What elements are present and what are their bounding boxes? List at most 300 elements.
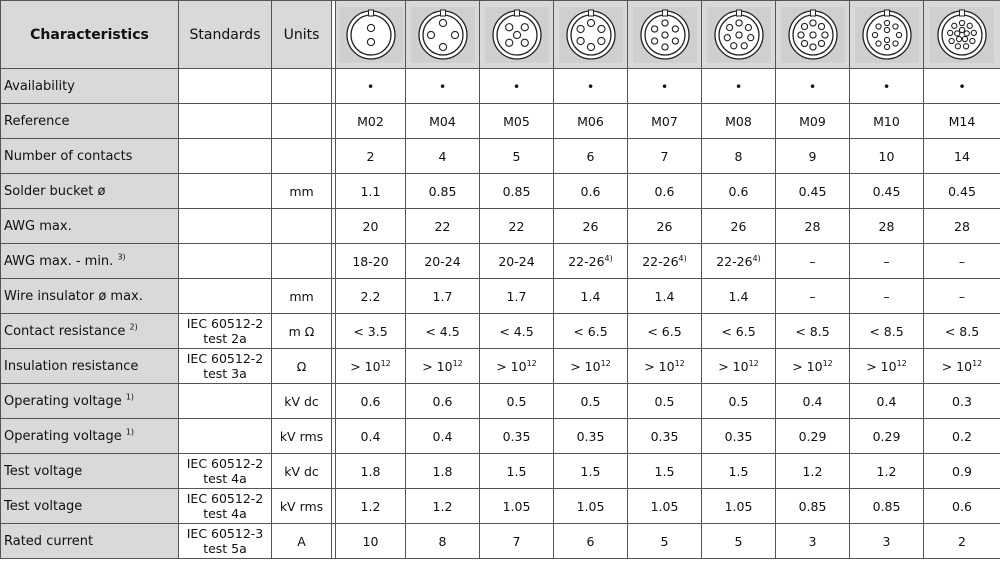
connector-face-icon [639, 9, 691, 61]
value-cell-m09 [776, 104, 850, 139]
value-text: 1.5 [654, 463, 675, 479]
value-text: 26 [730, 218, 747, 234]
value-text: – [883, 288, 890, 304]
value-text: 0.6 [432, 393, 453, 409]
row-unit: kV rms [272, 419, 332, 454]
value-cell-m02 [336, 209, 406, 244]
value-superscript: 12 [452, 358, 463, 368]
value-text: 0.6 [360, 393, 381, 409]
row-label [1, 454, 179, 489]
row-label-text: Operating voltage [4, 393, 122, 409]
value-text: 0.85 [502, 183, 531, 199]
connector-icon-box [411, 7, 475, 63]
value-text: – [809, 288, 816, 304]
row-standard [179, 139, 272, 174]
value-superscript: 12 [896, 358, 907, 368]
connector-icon-box [707, 7, 771, 63]
row-unit: Ω [272, 349, 332, 384]
value-text: 1.7 [506, 288, 527, 304]
value-text: 0.4 [802, 393, 823, 409]
value-cell-m10 [850, 244, 924, 279]
value-cell-m04 [406, 244, 480, 279]
value-cell-m08 [702, 139, 776, 174]
value-cell-m07 [628, 244, 702, 279]
value-cell-m14 [924, 139, 1000, 174]
table-row [1, 279, 1000, 314]
value-text: 0.45 [872, 183, 901, 199]
connector-icon-m08 [702, 1, 776, 69]
value-superscript: 12 [600, 358, 611, 368]
value-cell-m02 [336, 349, 406, 384]
value-cell-m02 [336, 244, 406, 279]
value-text: M02 [357, 113, 384, 129]
value-cell-m09 [776, 384, 850, 419]
connector-icon-m09 [776, 1, 850, 69]
value-text: • [512, 78, 521, 94]
row-unit: mm [272, 174, 332, 209]
value-cell-m10 [850, 174, 924, 209]
value-text: • [734, 78, 743, 94]
value-text: • [366, 78, 375, 94]
value-text: 0.6 [952, 498, 972, 514]
value-cell-m04 [406, 524, 480, 559]
value-cell-m14 [924, 174, 1000, 209]
value-cell-m08 [702, 279, 776, 314]
value-cell-m14 [924, 209, 1000, 244]
value-superscript: 4) [752, 253, 761, 263]
value-cell-m10 [850, 104, 924, 139]
value-cell-m05 [480, 104, 554, 139]
value-text: 1.4 [580, 288, 601, 304]
value-cell-m05 [480, 419, 554, 454]
connector-icon-box [855, 7, 919, 63]
value-text: 0.5 [506, 393, 527, 409]
value-cell-m05 [480, 314, 554, 349]
value-text: < 8.5 [869, 323, 904, 339]
table-row [1, 419, 1000, 454]
value-cell-m05 [480, 174, 554, 209]
value-text: M04 [429, 113, 456, 129]
value-cell-m07 [628, 69, 702, 104]
value-cell-m14 [924, 419, 1000, 454]
row-standard [179, 209, 272, 244]
value-cell-m02 [336, 419, 406, 454]
header-characteristics: Characteristics [1, 1, 179, 69]
row-unit: kV dc [272, 454, 332, 489]
value-text: 1.1 [360, 183, 381, 199]
value-text: • [660, 78, 669, 94]
value-text: < 4.5 [425, 323, 460, 339]
value-cell-m07 [628, 524, 702, 559]
value-cell-m14 [924, 244, 1000, 279]
connector-icon-m04 [406, 1, 480, 69]
value-text: • [586, 78, 595, 94]
value-text: < 4.5 [499, 323, 534, 339]
value-text: > 10 [941, 358, 973, 374]
row-standard [179, 419, 272, 454]
value-text: 28 [804, 218, 821, 234]
value-text: M06 [577, 113, 604, 129]
value-text: 28 [878, 218, 895, 234]
value-text: 1.5 [728, 463, 749, 479]
value-cell-m05 [480, 139, 554, 174]
value-cell-m10 [850, 524, 924, 559]
table-body [1, 69, 1000, 559]
value-cell-m14 [924, 489, 1000, 524]
value-superscript: 12 [526, 358, 537, 368]
value-text: 1.05 [576, 498, 605, 514]
value-text: 0.3 [952, 393, 972, 409]
value-cell-m08 [702, 69, 776, 104]
value-cell-m02 [336, 279, 406, 314]
value-text: M08 [725, 113, 752, 129]
value-text: 20 [362, 218, 379, 234]
connector-face-icon [713, 9, 765, 61]
value-text: 0.6 [654, 183, 675, 199]
row-unit: m Ω [272, 314, 332, 349]
value-cell-m02 [336, 139, 406, 174]
value-cell-m06 [554, 384, 628, 419]
value-text: 0.35 [502, 428, 531, 444]
value-superscript: 4) [678, 253, 687, 263]
value-cell-m04 [406, 174, 480, 209]
value-cell-m10 [850, 454, 924, 489]
footnote-marker: 3) [117, 252, 126, 262]
table-row [1, 384, 1000, 419]
value-cell-m10 [850, 314, 924, 349]
value-text: 6 [586, 533, 595, 549]
value-text: 22-26 [716, 253, 753, 269]
value-text: 0.45 [948, 183, 976, 199]
row-label [1, 209, 179, 244]
connector-face-icon [787, 9, 839, 61]
value-cell-m02 [336, 454, 406, 489]
row-label-text: Rated current [4, 533, 94, 549]
table-row [1, 524, 1000, 559]
row-unit [272, 244, 332, 279]
connector-icon-box [339, 7, 403, 63]
value-cell-m02 [336, 314, 406, 349]
value-cell-m08 [702, 174, 776, 209]
value-cell-m06 [554, 524, 628, 559]
value-cell-m08 [702, 419, 776, 454]
value-text: 7 [512, 533, 521, 549]
row-label [1, 419, 179, 454]
value-text: – [958, 288, 966, 304]
row-standard [179, 279, 272, 314]
value-cell-m07 [628, 139, 702, 174]
value-text: 0.29 [872, 428, 901, 444]
row-label [1, 314, 179, 349]
value-text: > 10 [792, 358, 823, 374]
value-cell-m05 [480, 279, 554, 314]
header-row [1, 1, 1000, 69]
value-text: < 3.5 [353, 323, 388, 339]
value-text: 8 [438, 533, 447, 549]
value-text: 1.8 [360, 463, 381, 479]
value-cell-m10 [850, 419, 924, 454]
row-standard [179, 384, 272, 419]
table-row [1, 454, 1000, 489]
value-cell-m02 [336, 104, 406, 139]
row-standard [179, 454, 272, 489]
value-text: 0.4 [360, 428, 381, 444]
value-cell-m10 [850, 69, 924, 104]
connector-face-icon [345, 9, 397, 61]
header-standards: Standards [179, 1, 272, 69]
row-label-text: Solder bucket ø [4, 183, 106, 199]
value-text: 0.4 [876, 393, 897, 409]
value-cell-m10 [850, 139, 924, 174]
value-cell-m09 [776, 349, 850, 384]
value-text: 3 [808, 533, 817, 549]
value-text: 26 [582, 218, 599, 234]
value-cell-m04 [406, 69, 480, 104]
value-cell-m09 [776, 244, 850, 279]
value-text: 22 [508, 218, 525, 234]
value-cell-m09 [776, 174, 850, 209]
value-cell-m14 [924, 69, 1000, 104]
value-cell-m04 [406, 209, 480, 244]
value-cell-m06 [554, 349, 628, 384]
value-cell-m07 [628, 174, 702, 209]
value-text: M10 [873, 113, 900, 129]
value-cell-m09 [776, 489, 850, 524]
connector-icon-box [559, 7, 623, 63]
row-label [1, 69, 179, 104]
row-label-text: Insulation resistance [4, 358, 139, 374]
value-text: 0.5 [728, 393, 749, 409]
connector-icon-m02 [336, 1, 406, 69]
value-cell-m04 [406, 384, 480, 419]
value-text: – [958, 253, 966, 269]
table-row [1, 489, 1000, 524]
value-cell-m10 [850, 279, 924, 314]
connector-face-icon [417, 9, 469, 61]
standard-line: IEC 60512-2 [186, 456, 264, 471]
row-label [1, 489, 179, 524]
row-unit [272, 139, 332, 174]
value-superscript: 12 [674, 358, 685, 368]
connector-icon-box [485, 7, 549, 63]
value-cell-m09 [776, 279, 850, 314]
value-text: • [438, 78, 447, 94]
value-cell-m14 [924, 384, 1000, 419]
value-text: M09 [799, 113, 826, 129]
value-text: 1.05 [502, 498, 531, 514]
row-standard [179, 524, 272, 559]
value-cell-m10 [850, 489, 924, 524]
row-standard [179, 489, 272, 524]
row-standard [179, 174, 272, 209]
value-cell-m06 [554, 209, 628, 244]
row-unit: kV dc [272, 384, 332, 419]
connector-face-icon [861, 9, 913, 61]
row-standard [179, 314, 272, 349]
value-cell-m04 [406, 349, 480, 384]
row-unit: mm [272, 279, 332, 314]
value-text: 2 [958, 533, 966, 549]
row-standard [179, 104, 272, 139]
value-text: 0.29 [798, 428, 827, 444]
table-row [1, 104, 1000, 139]
row-label [1, 244, 179, 279]
standard-line: test 2a [203, 331, 247, 346]
value-cell-m05 [480, 384, 554, 419]
row-unit [272, 104, 332, 139]
connector-icon-m06 [554, 1, 628, 69]
value-text: > 10 [422, 358, 453, 374]
value-cell-m06 [554, 279, 628, 314]
value-cell-m04 [406, 454, 480, 489]
value-cell-m09 [776, 454, 850, 489]
value-cell-m09 [776, 524, 850, 559]
value-text: > 10 [718, 358, 749, 374]
connector-icon-m10 [850, 1, 924, 69]
value-cell-m09 [776, 314, 850, 349]
value-text: 14 [954, 148, 970, 164]
value-cell-m10 [850, 209, 924, 244]
value-cell-m07 [628, 454, 702, 489]
row-label [1, 384, 179, 419]
value-text: 7 [660, 148, 669, 164]
table-row [1, 69, 1000, 104]
value-cell-m06 [554, 69, 628, 104]
value-cell-m05 [480, 209, 554, 244]
standard-line: IEC 60512-2 [186, 351, 264, 366]
table-row [1, 349, 1000, 384]
row-standard [179, 244, 272, 279]
value-cell-m10 [850, 384, 924, 419]
footnote-marker: 1) [125, 427, 135, 437]
value-text: 28 [954, 218, 970, 234]
connector-icon-m07 [628, 1, 702, 69]
value-cell-m08 [702, 349, 776, 384]
value-cell-m08 [702, 384, 776, 419]
value-cell-m04 [406, 314, 480, 349]
value-cell-m08 [702, 454, 776, 489]
value-text: 5 [512, 148, 521, 164]
value-text: 1.2 [432, 498, 453, 514]
value-superscript: 12 [748, 358, 759, 368]
standard-line: test 3a [203, 366, 247, 381]
value-text: < 6.5 [647, 323, 682, 339]
row-label-text: AWG max. [4, 218, 72, 234]
value-cell-m09 [776, 139, 850, 174]
value-text: 1.7 [432, 288, 453, 304]
value-text: 1.5 [580, 463, 601, 479]
value-cell-m02 [336, 489, 406, 524]
value-text: 8 [734, 148, 743, 164]
value-text: 0.9 [952, 463, 972, 479]
row-label-text: Contact resistance [4, 323, 126, 339]
value-text: 3 [882, 533, 891, 549]
value-cell-m08 [702, 104, 776, 139]
value-text: • [958, 78, 966, 94]
value-cell-m14 [924, 454, 1000, 489]
value-text: M07 [651, 113, 678, 129]
value-superscript: 12 [972, 358, 983, 368]
row-label [1, 279, 179, 314]
value-cell-m14 [924, 104, 1000, 139]
value-text: < 8.5 [944, 323, 980, 339]
row-label [1, 524, 179, 559]
value-text: 1.2 [360, 498, 381, 514]
value-cell-m02 [336, 384, 406, 419]
value-cell-m07 [628, 279, 702, 314]
value-text: 1.2 [876, 463, 897, 479]
value-cell-m06 [554, 314, 628, 349]
value-text: < 6.5 [721, 323, 756, 339]
row-label-text: AWG max. - min. [4, 253, 114, 269]
row-label [1, 104, 179, 139]
row-label-text: Test voltage [4, 498, 83, 514]
standard-line: IEC 60512-3 [186, 526, 264, 541]
value-text: 0.2 [952, 428, 972, 444]
value-text: < 6.5 [573, 323, 608, 339]
value-text: 0.6 [728, 183, 749, 199]
value-text: 4 [438, 148, 447, 164]
value-cell-m02 [336, 69, 406, 104]
value-text: 5 [734, 533, 743, 549]
value-text: 2 [366, 148, 375, 164]
value-cell-m05 [480, 524, 554, 559]
row-standard [179, 349, 272, 384]
value-cell-m14 [924, 524, 1000, 559]
connector-icon-box [930, 7, 994, 63]
value-cell-m05 [480, 489, 554, 524]
value-cell-m09 [776, 419, 850, 454]
row-label-text: Operating voltage [4, 428, 122, 444]
value-cell-m02 [336, 174, 406, 209]
value-cell-m07 [628, 489, 702, 524]
value-cell-m14 [924, 349, 1000, 384]
value-text: 0.4 [432, 428, 453, 444]
row-label-text: Reference [4, 113, 70, 129]
value-cell-m08 [702, 209, 776, 244]
connector-icon-m05 [480, 1, 554, 69]
value-text: 10 [878, 148, 895, 164]
footnote-marker: 1) [125, 392, 135, 402]
value-cell-m04 [406, 139, 480, 174]
value-text: 0.85 [872, 498, 901, 514]
header-units: Units [272, 1, 332, 69]
value-cell-m06 [554, 174, 628, 209]
value-text: 22-26 [642, 253, 679, 269]
value-cell-m07 [628, 209, 702, 244]
value-text: 1.05 [650, 498, 679, 514]
value-text: 1.5 [506, 463, 527, 479]
value-text: > 10 [570, 358, 601, 374]
value-text: – [883, 253, 890, 269]
table-row [1, 174, 1000, 209]
value-text: 6 [586, 148, 595, 164]
value-text: 0.85 [428, 183, 457, 199]
value-text: > 10 [350, 358, 381, 374]
value-cell-m04 [406, 104, 480, 139]
row-unit [272, 209, 332, 244]
value-text: 2.2 [360, 288, 381, 304]
value-cell-m10 [850, 349, 924, 384]
value-text: > 10 [644, 358, 675, 374]
value-superscript: 12 [380, 358, 391, 368]
connector-face-icon [491, 9, 543, 61]
value-text: 20-24 [498, 253, 535, 269]
value-text: – [809, 253, 816, 269]
value-text: > 10 [866, 358, 897, 374]
value-text: 22 [434, 218, 451, 234]
value-text: 0.35 [724, 428, 753, 444]
